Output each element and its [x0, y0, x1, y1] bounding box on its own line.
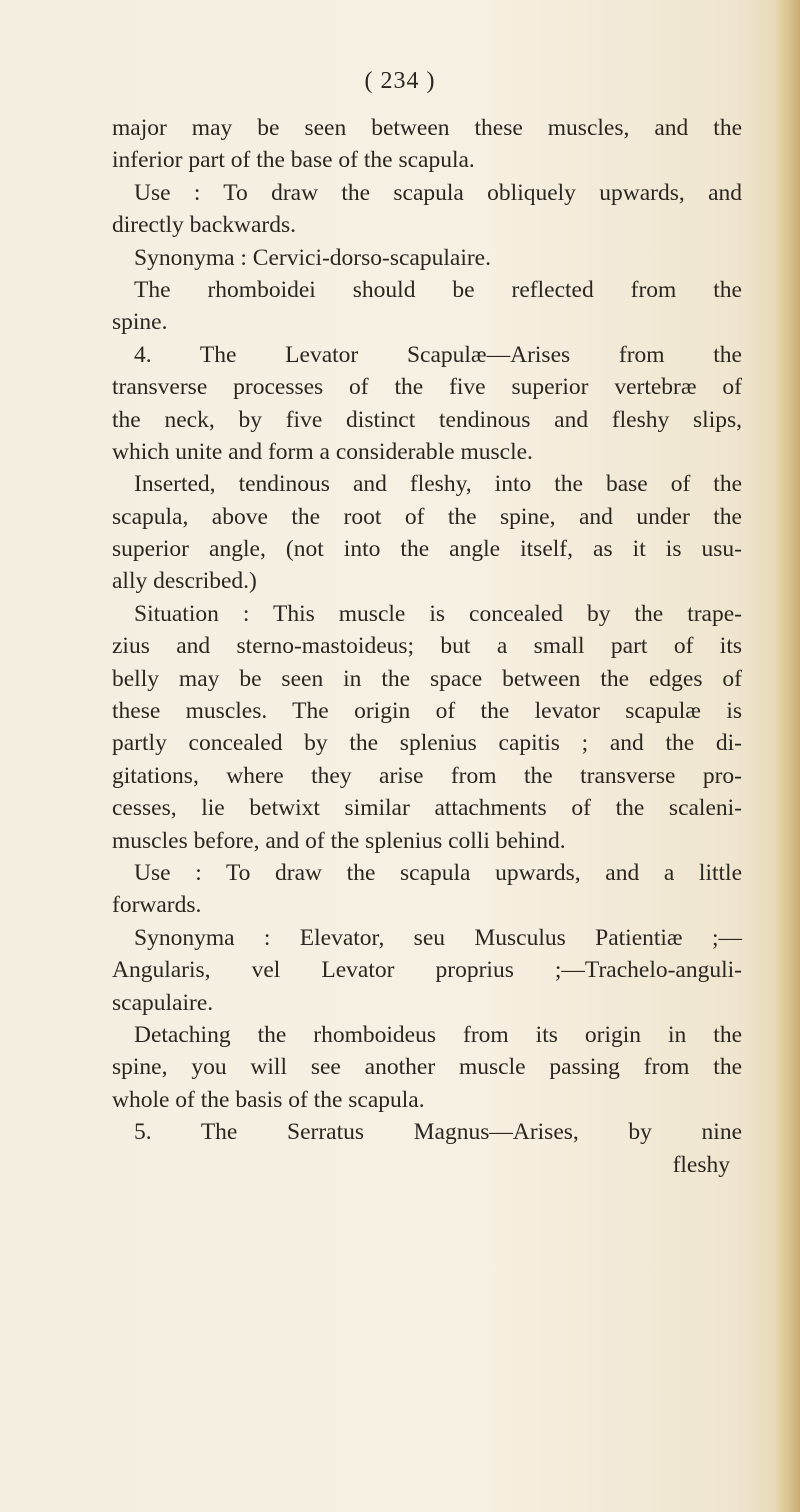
text-line: Synonyma : Elevator, seu Musculus Patientiæ ;—: [134, 924, 742, 951]
text-line: ally described.): [112, 568, 257, 595]
text-line: which unite and form a considerable muscle.: [112, 438, 533, 465]
text-line: 4. The Levator Scapulæ—Arises from the: [134, 341, 742, 368]
text-line: cesses, lie betwixt similar attachments of the scaleni-: [112, 795, 742, 822]
text-line: spine.: [112, 309, 168, 336]
text-line: 5. The Serratus Magnus—Arises, by nine: [134, 1119, 742, 1146]
text-line: spine, you will see another muscle passing from the: [112, 1054, 742, 1081]
text-line: Angularis, vel Levator proprius ;—Trachelo-anguli-: [112, 957, 742, 984]
text-line: Inserted, tendinous and fleshy, into the base of the: [134, 471, 742, 498]
text-line: Use : To draw the scapula upwards, and a little: [134, 859, 742, 886]
text-line: gitations, where they arise from the transverse pro-: [112, 762, 742, 789]
text-line: Use : To draw the scapula obliquely upwards, and: [134, 179, 742, 206]
text-line: inferior part of the base of the scapula.: [112, 147, 475, 174]
text-line: major may be seen between these muscles, and the: [112, 115, 742, 141]
page-number: ( 234 ): [364, 68, 436, 94]
page-edge: [776, 0, 800, 1512]
text-line: zius and sterno-mastoideus; but a small part of its: [112, 633, 742, 660]
text-line: Situation : This muscle is concealed by the trape-: [134, 600, 742, 627]
text-line: muscles before, and of the splenius colli behind.: [112, 827, 566, 854]
text-line: transverse processes of the five superior vertebræ of: [112, 374, 742, 401]
text-line: directly backwards.: [112, 212, 297, 239]
text-line: these muscles. The origin of the levator scapulæ is: [112, 698, 742, 725]
text-line: Synonyma : Cervici-dorso-scapulaire.: [134, 244, 491, 271]
text-line: forwards.: [112, 892, 202, 919]
text-line: belly may be seen in the space between the edges of: [112, 665, 742, 692]
text-line: superior angle, (not into the angle itself, as it is usu-: [112, 536, 742, 563]
text-line: whole of the basis of the scapula.: [112, 1086, 425, 1113]
text-line: scapulaire.: [112, 989, 214, 1016]
body-text: [112, 112, 742, 1181]
catchword: fleshy: [672, 1151, 730, 1178]
text-line: scapula, above the root of the spine, and under the: [112, 503, 742, 530]
text-line: the neck, by five distinct tendinous and fleshy slips,: [112, 406, 742, 433]
text-line: partly concealed by the splenius capitis ; and the di-: [112, 730, 742, 757]
text-line: The rhomboidei should be reflected from the: [134, 276, 742, 303]
text-line: Detaching the rhomboideus from its origin in the: [134, 1021, 742, 1048]
